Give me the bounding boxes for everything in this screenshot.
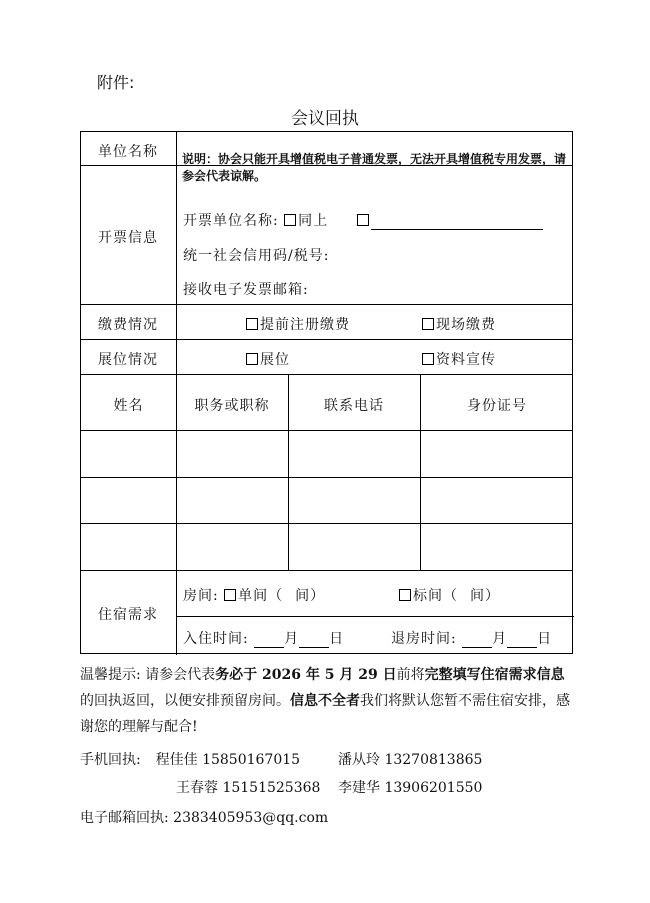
onsite-checkbox[interactable] <box>422 318 434 330</box>
checkout-label: 退房时间: <box>391 631 457 647</box>
contact-phone: 15151525368 <box>222 780 321 796</box>
invoice-email-label: 接收电子发票邮箱: <box>183 282 309 298</box>
single-room-checkbox[interactable] <box>224 589 236 601</box>
email-row <box>80 805 328 831</box>
page-title: 会议回执 <box>291 109 359 129</box>
attendee-row[interactable] <box>81 524 574 570</box>
attendee-row[interactable] <box>81 431 574 477</box>
contact-phone: 13270813865 <box>384 752 483 768</box>
unit-name-label: 单位名称 <box>98 144 158 160</box>
contact-name: 李建华 <box>338 780 380 796</box>
contact-name: 程佳佳 <box>155 752 198 768</box>
invoice-info-label: 开票信息 <box>98 230 158 246</box>
header-name: 姓名 <box>113 398 144 414</box>
email-value: 2383405953@qq.com <box>173 810 329 826</box>
contacts-row-2b <box>338 775 482 801</box>
room-row <box>183 585 325 605</box>
contact-phone: 13906201550 <box>384 780 483 796</box>
checkin-label: 入住时间: <box>183 631 249 647</box>
twin-room-row <box>399 585 500 605</box>
attendee-row[interactable] <box>81 478 574 523</box>
contacts-row-1b <box>338 747 482 773</box>
header-id-number: 身份证号 <box>467 398 527 414</box>
payment-label: 缴费情况 <box>98 317 158 333</box>
booth-label: 展位情况 <box>98 352 158 368</box>
credit-code-label: 统一社会信用码/税号: <box>183 248 330 264</box>
custom-unit-checkbox[interactable] <box>357 214 369 226</box>
custom-unit-field[interactable] <box>371 215 543 230</box>
room-label: 房间: <box>183 588 219 604</box>
same-as-above-label: 同上 <box>298 213 329 229</box>
booth-option-booth[interactable]: 展位 <box>246 349 290 369</box>
payment-option-onsite[interactable]: 现场缴费 <box>422 314 496 334</box>
twin-room-unit: 间） <box>470 588 500 604</box>
single-room-label: 单间（ <box>238 588 284 604</box>
email-label: 电子邮箱回执: <box>80 810 169 826</box>
invoice-note: 说明：协会只能开具增值税电子普通发票，无法开具增值税专用发票，请参会代表谅解。 <box>182 152 567 183</box>
contact-phone: 15850167015 <box>202 752 301 768</box>
checkout-month-field[interactable] <box>462 633 492 648</box>
invoice-unit-row <box>183 210 543 230</box>
header-title: 职务或职称 <box>194 398 270 414</box>
contacts-row-2 <box>176 775 320 801</box>
header-phone: 联系电话 <box>324 398 384 414</box>
booth-checkbox[interactable] <box>246 353 258 365</box>
twin-room-checkbox[interactable] <box>399 589 411 601</box>
checkin-month-field[interactable] <box>254 633 284 648</box>
preregister-checkbox[interactable] <box>246 318 258 330</box>
invoice-unit-label: 开票单位名称: <box>183 213 279 229</box>
attachment-label: 附件: <box>97 73 135 92</box>
checkin-row: 入住时间: 月 日 <box>183 631 345 647</box>
contact-name: 王春蓉 <box>176 780 218 796</box>
checkin-day-field[interactable] <box>299 633 329 648</box>
contacts-row-1 <box>80 747 300 773</box>
booth-option-materials[interactable]: 资料宣传 <box>422 349 496 369</box>
lodging-label: 住宿需求 <box>98 607 158 623</box>
single-room-unit: 间） <box>295 588 326 604</box>
contact-name: 潘从玲 <box>338 752 380 768</box>
receipt-form-table <box>80 131 573 654</box>
materials-checkbox[interactable] <box>422 353 434 365</box>
reminder-paragraph: 温馨提示: 请参会代表务必于 2026 年 5 月 29 日前将完整填写住宿需求信息的回执返回，以便安排预留房间。信息不全者我们将默认您暂不需住宿安排，感谢您的理解与配合! <box>80 667 570 735</box>
contacts-label: 手机回执: <box>80 752 141 768</box>
checkout-row: 退房时间: 月 日 <box>391 631 553 647</box>
checkout-day-field[interactable] <box>507 633 537 648</box>
twin-room-label: 标间（ <box>413 588 458 604</box>
payment-option-preregister[interactable]: 提前注册缴费 <box>246 314 350 334</box>
same-as-above-checkbox[interactable] <box>284 214 296 226</box>
